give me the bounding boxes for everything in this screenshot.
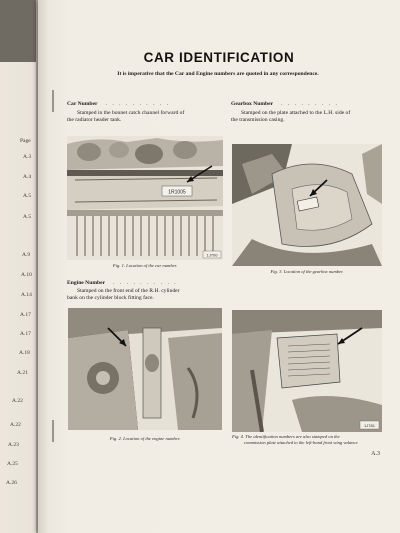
leader-dots: . . . . . . . . . (281, 101, 339, 107)
side-ref: A.17 (20, 331, 31, 337)
fig4-caption (232, 434, 382, 446)
side-ref: A.5 (23, 193, 32, 199)
gearbox-number-heading-text: Gearbox Number (231, 101, 274, 107)
side-ref: A.25 (7, 461, 18, 467)
side-ref: A.4 (23, 174, 32, 180)
leader-dots: . . . . . . . . . . (105, 101, 171, 107)
side-index-label: Page (20, 138, 31, 144)
engine-number-heading-text: Engine Number (67, 280, 106, 286)
fig1-code: 1J700 (206, 252, 218, 258)
page-subtitle: It is imperative that the Car and Engine numbers are quoted in any correspondence. (117, 71, 319, 77)
car-number-text-line: the radiator header tank. (67, 117, 122, 123)
side-ref: A.22 (10, 422, 21, 428)
side-ref: A.5 (23, 214, 32, 220)
side-ref: A.3 (23, 154, 32, 160)
page-title: CAR IDENTIFICATION (143, 50, 295, 65)
engine-number-figure (68, 308, 222, 430)
fig4-caption-line: commission plate attached to the left-hand front wing valance (244, 440, 358, 445)
gearbox-number-heading (231, 101, 339, 107)
fig4-code: 1J781 (364, 423, 375, 428)
gearbox-number-text-line: the transmission casing. (231, 117, 285, 123)
staple-mark (52, 420, 54, 442)
car-number-figure (67, 136, 223, 260)
side-ref: A.17 (20, 312, 31, 318)
car-number-text (67, 110, 227, 124)
gearbox-number-text (231, 110, 381, 124)
side-ref: A.21 (17, 370, 28, 376)
engine-number-text-line: Stamped on the front end of the R.H. cylinder (77, 288, 180, 294)
fig2-caption: Fig. 2. Location of the engine number. (109, 436, 181, 441)
car-stamp-number: 1R1005 (168, 189, 186, 196)
engine-number-heading (67, 280, 178, 286)
fig1-caption: Fig. 1. Location of the car number. (112, 263, 178, 268)
engine-number-text (67, 288, 227, 302)
leader-dots: . . . . . . . . . . (113, 280, 178, 286)
fig3-caption: Fig. 3. Location of the gearbox number. (270, 269, 344, 274)
manual-page (38, 0, 400, 533)
side-ref: A.18 (19, 350, 30, 356)
page-number: A.3 (371, 451, 380, 457)
side-ref: A.9 (22, 252, 31, 258)
car-number-heading (67, 101, 170, 107)
fig4-caption-line: Fig. 4. The identification numbers are also stamped on the (232, 434, 340, 439)
side-ref: A.22 (12, 398, 23, 404)
side-ref: A.10 (21, 272, 32, 278)
side-ref: A.23 (8, 442, 19, 448)
side-ref: A.14 (21, 292, 32, 298)
car-number-heading-text: Car Number (67, 101, 98, 107)
gearbox-number-text-line: Stamped on the plate attached to the L.H. side of (241, 110, 351, 116)
car-number-text-line: Stamped in the bonnet catch channel forward of (77, 110, 185, 116)
engine-number-text-line: bank on the cylinder block fitting face. (67, 295, 154, 301)
commission-plate-figure (232, 310, 382, 432)
gearbox-number-figure (232, 144, 382, 266)
staple-mark (52, 90, 54, 112)
side-ref: A.26 (6, 480, 17, 486)
